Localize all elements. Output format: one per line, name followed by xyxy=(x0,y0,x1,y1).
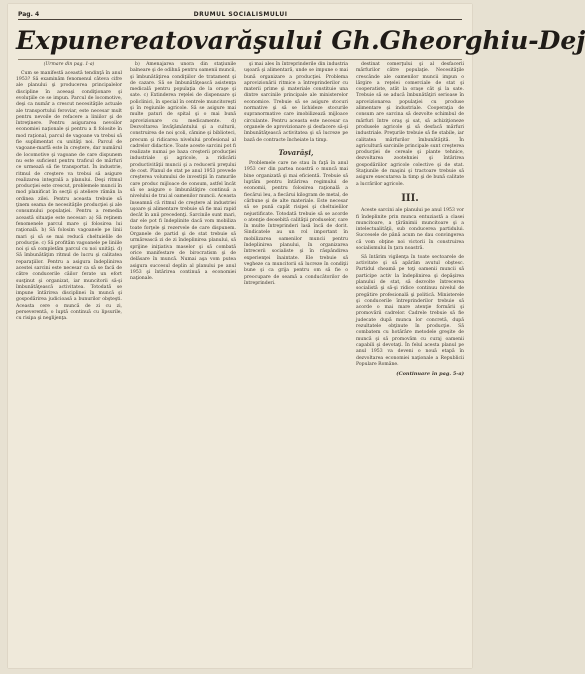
headline-word-1: Expunerea xyxy=(16,25,165,55)
column-text: Aceste sarcini ale planului pe anul 1953 vor fi îndeplinite prin munca entuziastă a clasei muncitoare, a ţărănimii muncitoare şi a intelectualităţii, sub conducerea partidului. Succesele de până acum ne dau convingerea că vom obţine noi victorii în construirea socialismului în ţara noastră. xyxy=(356,208,464,252)
headline-word-2: tovarăşului Gh. xyxy=(164,25,380,55)
article-column-4 xyxy=(356,62,464,380)
section-subheading: Tovarăşi, xyxy=(278,147,314,157)
column-text: Să întărim vigilenţa în toate sectoarele de activitate şi să apărăm avutul obştesc. Partidul cheamă pe toţi oamenii muncii să participe activ la îndeplinirea şi depăşirea planului de stat, să dezvolte întrecerea socialistă şi să-şi ridice continuu nivelul de pregătire profesională şi politică. Ministerele şi conducerile întreprinderilor trebuie să acorde o mai mare atenţie formării şi promovării cadrelor. Cadrele trebuie să fie judecate după munca lor concretă, după rezultatele obţinute în producţie. Să combatem cu hotărâre metodele greşite de muncă şi să promovăm cu curaj oamenii capabili şi devotaţi. În felul acesta planul pe anul 1953 va deveni o nouă etapă în dezvoltarea economiei naţionale a Republicii Populare Române. xyxy=(356,254,464,367)
headline-divider xyxy=(18,59,462,60)
newspaper-title: DRUMUL SOCIALISMULUI xyxy=(193,10,288,18)
section-numeral: III. xyxy=(401,192,419,204)
newspaper-page xyxy=(8,4,585,668)
page-header xyxy=(18,9,462,20)
column-text: Cum se manifestă această tendinţă în anul 1953? Să examinăm fenomenul câteva cifre ale planului şi producerea principalelor discipline în aceeaşi condiţionare şi evoluţiile ce se impun. Parcul de locomotive, deşi ca număr a crescut necesităţile actuale ale transportului feroviar, este necesar mult pentru nevoile de refacere a liniilor şi de întreţinere. Pentru asigurarea nevoilor economiei naţionale şi pentru a fi folosite în mod raţional, parcul de vagoane va trebui să fie suplimentat cu unităţi noi. Parcul de vagoane-marfă este în creştere, dar numărul de locomotive şi vagoane de care dispunem nu este suficient pentru traficul de mărfuri ce urmează să fie transportat. În industrie, ritmul de creştere va trebui să asigure realizarea integrală a planului. Deşi ritmul producţiei este crescut, problemele muncii în mod planificat în secţii şi ateliere rămân la ordinea zilei. Pentru aceasta trebuie să ţinem seama de necesităţile producţiei şi ale consumului populaţiei. Pentru a remedia această situaţie este necesar: a) Să reţinem fenomenele parcul mare şi folosirea lui raţională. b) Să folosim vagoanele pe linii mari şi să se mai reducă cheltuielile de producţie. c) Să profităm vagoanele pe liniile noi şi să completăm parcul cu noi unităţi. d) Să îmbunătăţim ritmul de lucru şi calitatea reparaţiilor. Pentru a asigura îndeplinirea acestei sarcini este necesar ca să se facă de către conducerile căilor ferate un efort susţinut şi organizat, iar muncitorii să-şi îmbunătăţească activitatea. Totodată se impune întărirea disciplinei în muncă şi gospodărirea judicioasă a bunurilor obşteşti. Aceasta cere o muncă de zi cu zi, perseverentă, o luptă continuă cu lipsurile, cu risipa şi neglijenţa. xyxy=(16,70,123,322)
column-text: şi mai ales în întreprinderile din industria uşoară şi alimentară, unde se impune o mai bună organizare a producţiei. Problema aprovizionării ritmice a întreprinderilor cu materii prime şi materiale constituie una dintre sarcinile principale ale ministerelor economice. Trebuie să se asigure stocuri normative şi să se lichideze stocurile supranormative care imobilizează mijloace circulante. Pentru aceasta este necesar ca organele de aprovizionare şi desfacere să-şi îmbunătăţească activitatea şi să lucreze pe bază de contracte încheiate la timp. xyxy=(244,62,348,143)
article-headline xyxy=(16,24,585,56)
column-text: Problemele care ne stau în faţă în anul 1953 cer din partea noastră o muncă mai bine organizată şi mai eficientă. Trebuie să luptăm pentru întărirea regimului de economii, pentru folosirea raţională a fiecărui leu, a fiecărui kilogram de metal, de cărbune şi de alte materiale. Este necesar să se pună capăt risipei şi cheltuielilor nejustificate. Totodată trebuie să se acorde o atenţie deosebită calităţii produselor, care în multe întreprinderi lasă încă de dorit. Sindicatele au un rol important în mobilizarea oamenilor muncii pentru îndeplinirea planului, în organizarea întrecerii socialiste şi în răspândirea experienţei înaintate. Ele trebuie să vegheze ca muncitorii să lucreze în condiţii bune şi ca grija pentru om să fie o preocupare de seamă a conducătorilor de întreprinderi. xyxy=(244,161,348,286)
article-column-2 xyxy=(130,62,236,285)
continuation-note: (Continuare în pag. 5-a) xyxy=(396,371,464,378)
column-text: b) Amenajarea unora din staţiunile balneare şi de odihnă pentru oamenii muncii, şi îmbunătăţirea condiţiilor de tratament şi de cazare. Să se îmbunătăţească asistenţa medicală pentru populaţia de la oraşe şi sate. c) Extinderea reţelei de dispensare şi policlinici, în special în centrele muncitoreşti şi în regiunile agricole. Să se asigure mai multe paturi de spital şi o mai bună aprovizionare cu medicamente. d) Dezvoltarea învăţământului şi a culturii, construirea de noi şcoli, cămine şi biblioteci, precum şi ridicarea nivelului profesional al cadrelor didactice. Toate aceste sarcini pot fi realizate numai pe baza creşterii producţiei industriale şi agricole, a ridicării productivităţii muncii şi a reducerii preţului de cost. Planul de stat pe anul 1953 prevede creşterea volumului de investiţii în ramurile care produc mijloace de consum, astfel încât să se asigure o îmbunătăţire continuă a nivelului de trai al oamenilor muncii. Aceasta înseamnă că ritmul de creştere al industriei uşoare şi alimentare trebuie să fie mai rapid decât în anii precedenţi. Sarcinile sunt mari, dar ele pot fi îndeplinite dacă vom mobiliza toate forţele şi rezervele de care dispunem. Organele de partid şi de stat trebuie să urmărească zi de zi îndeplinirea planului, să sprijine iniţiativa maselor şi să combată orice manifestare de birocratism şi de delăsare în muncă. Numai aşa vom putea asigura succesul deplin al planului pe anul 1953 şi întărirea continuă a economiei naţionale. xyxy=(130,62,236,282)
column-intro: (Urmare din pag. 1-a) xyxy=(43,62,95,67)
page-number: Pag. 4 xyxy=(18,10,40,18)
article-column-3 xyxy=(244,62,348,290)
article-column-1 xyxy=(16,62,122,325)
column-text: destinat comerţului şi al desfacerii mărfurilor către populaţie. Necesităţile crescânde ale oamenilor muncii impun o lărgire a reţelei comerciale de stat şi cooperatiste, atât la oraşe cât şi la sate. Trebuie să se aducă îmbunătăţiri serioase în aprovizionarea populaţiei cu produse alimentare şi industriale. Cooperaţia de consum are sarcina să dezvolte schimbul de mărfuri între oraş şi sat, să achiziţioneze produsele agricole şi să desfacă mărfuri industriale. Preţurile trebuie să fie stabile, iar calitatea mărfurilor îmbunătăţită. În agricultură sarcinile principale sunt creşterea producţiei de cereale şi plante tehnice, dezvoltarea zootehniei şi întărirea gospodăriilor agricole colective şi de stat. Staţiunile de maşini şi tractoare trebuie să asigure executarea la timp şi de bună calitate a lucrărilor agricole. xyxy=(356,62,464,187)
headline-word-3: Gheorghiu-Dej xyxy=(379,25,585,55)
